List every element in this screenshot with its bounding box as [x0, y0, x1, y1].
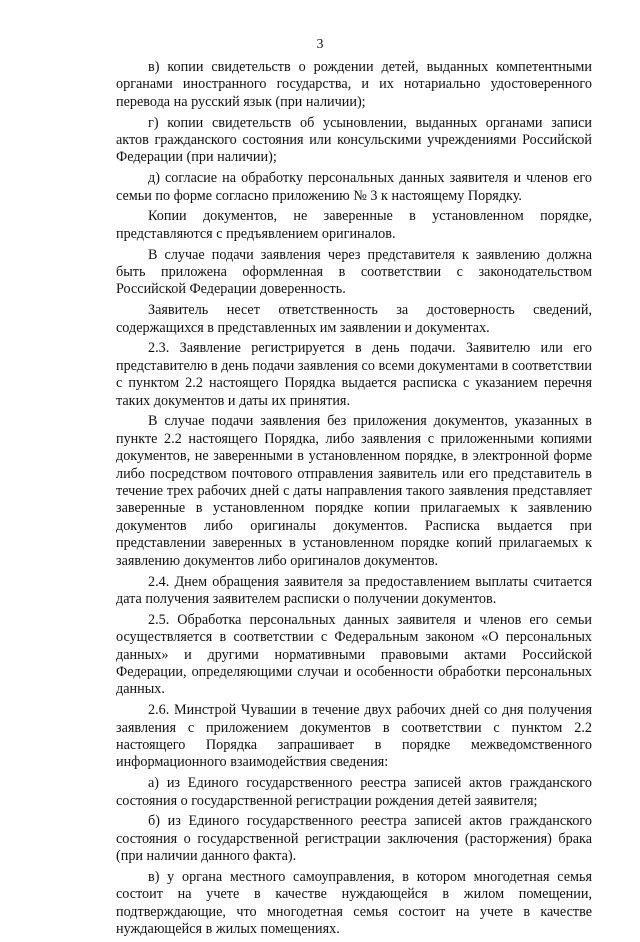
paragraph-item-v-birth-certificates: в) копии свидетельств о рождении детей, выданных компетентными органами иностранного государства, и их нотариально удостоверенного перевода на русский язык (при наличии); [116, 59, 592, 110]
paragraph-item-v-local-government: в) у органа местного самоуправления, в котором многодетная семья состоит на учете в качестве нуждающейся в жилом помещении, подтверждающие, что многодетная семья состоит на учете в качестве нуждающейся в жилых помещениях. [116, 868, 592, 938]
paragraph-representative: В случае подачи заявления через представителя к заявлению должна быть приложена оформленная в соответствии с законодательством Российской Федерации доверенность. [116, 246, 592, 298]
paragraph-2-4-application-date: 2.4. Днем обращения заявителя за предоставлением выплаты считается дата получения заявителем расписки о получении документов. [116, 573, 592, 607]
paragraph-applicant-responsibility: Заявитель несет ответственность за достоверность сведений, содержащихся в представленных им заявлении и документах. [116, 302, 592, 336]
document-body [116, 59, 592, 942]
page-number: 3 [316, 37, 324, 52]
paragraph-2-6-interagency-request: 2.6. Минстрой Чувашии в течение двух рабочих дней со дня получения заявления с приложением документов в соответствии с пунктом 2.2 настоящего Порядка запрашивает в порядке межведомственного информационного взаимодействия сведения: [116, 702, 592, 771]
paragraph-item-d-personal-data-consent: д) согласие на обработку персональных данных заявителя и членов его семьи по форме согласно приложению № 3 к настоящему Порядку. [116, 170, 592, 204]
paragraph-2-3-registration: 2.3. Заявление регистрируется в день подачи. Заявителю или его представителю в день подачи заявления со всеми документами в соответствии с пунктом 2.2 настоящего Порядка выдается расписка с указанием перечня таких документов и даты их принятия. [116, 340, 592, 409]
paragraph-item-a-birth-registry: а) из Единого государственного реестра записей актов гражданского состояния о государственной регистрации рождения детей заявителя; [116, 775, 592, 809]
paragraph-item-b-marriage-registry: б) из Единого государственного реестра записей актов гражданского состояния о государственной регистрации заключения (расторжения) брака (при наличии данного факта). [116, 813, 592, 865]
paragraph-item-g-adoption-certificates: г) копии свидетельств об усыновлении, выданных органами записи актов гражданского состояния или консульскими учреждениями Российской Федерации (при наличии); [116, 114, 592, 166]
paragraph-2-5-personal-data: 2.5. Обработка персональных данных заявителя и членов его семьи осуществляется в соответствии с Федеральным законом «О персональных данных» и другими нормативными правовыми актами Российской Федерации, определяющими случаи и особенности обработки персональных данных. [116, 611, 592, 698]
paragraph-document-copies: Копии документов, не заверенные в установленном порядке, представляются с предъявлением оригиналов. [116, 208, 592, 242]
paragraph-missing-documents: В случае подачи заявления без приложения документов, указанных в пункте 2.2 настоящего Порядка, либо заявления с приложенными копиями документов, не заверенными в установленном порядке, в электронной форме либо посредством почтового отправления заявитель или его представитель в течение трех рабочих дней с даты направления такого заявления представляет заверенные в установленном порядке копии прилагаемых к заявлению документов либо оригиналы документов. Расписка выдается при представлении заверенных в установленном порядке копий прилагаемых к заявлению документов либо оригиналов документов. [116, 413, 592, 569]
